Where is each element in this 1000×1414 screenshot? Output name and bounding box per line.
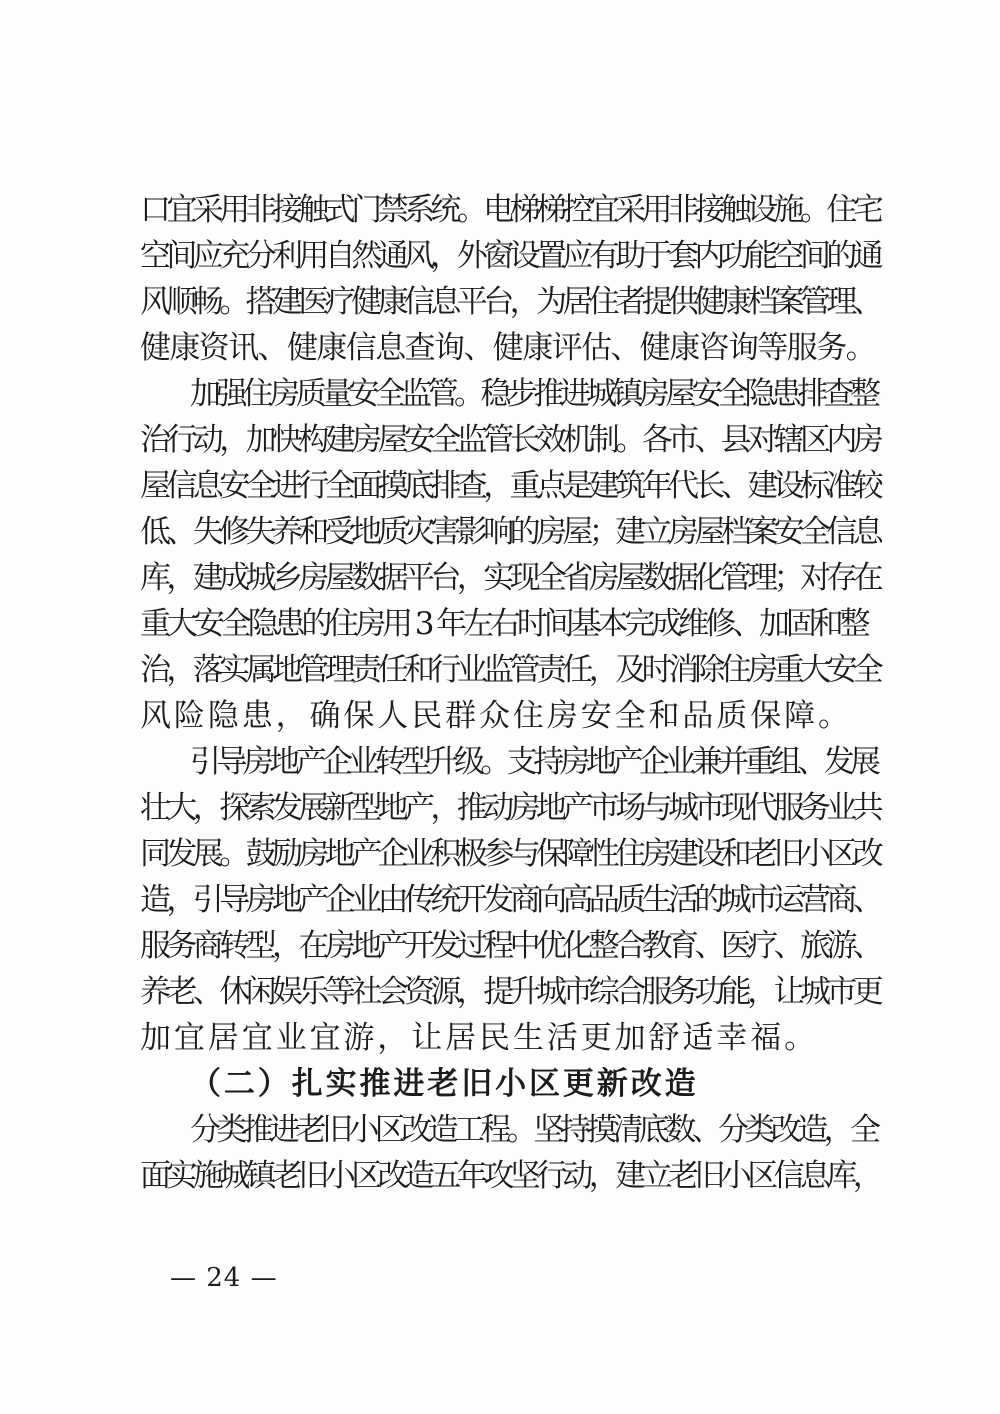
text-line: 服务商转型，在房地产开发过程中优化整合教育、医疗、旅游、 bbox=[140, 928, 880, 964]
paragraph-lead-line: 加强住房质量安全监管。稳步推进城镇房屋安全隐患排查整 bbox=[190, 376, 877, 412]
text-line: 屋信息安全进行全面摸底排查，重点是建筑年代长、建设标准较 bbox=[140, 468, 880, 504]
text-line: 风险隐患，确保人民群众住房安全和品质保障。 bbox=[140, 698, 852, 734]
text-line: 面实施城镇老旧小区改造五年攻坚行动，建立老旧小区信息库， bbox=[140, 1158, 880, 1194]
paragraph-lead-line: 分类推进老旧小区改造工程。坚持摸清底数、分类改造，全 bbox=[190, 1112, 877, 1148]
text-line: 治行动，加快构建房屋安全监管长效机制。各市、县对辖区内房 bbox=[140, 422, 880, 458]
text-line: 重大安全隐患的住房用 3 年左右时间基本完成维修、加固和整 bbox=[140, 606, 867, 642]
text-line: 风顺畅。搭建医疗健康信息平台，为居住者提供健康档案管理、 bbox=[140, 284, 880, 320]
text-line: 壮大，探索发展新型地产，推动房地产市场与城市现代服务业共 bbox=[140, 790, 880, 826]
page-number: — 24 — bbox=[170, 1263, 278, 1293]
text-line: 加宜居宜业宜游，让居民生活更加舒适幸福。 bbox=[140, 1020, 818, 1056]
text-line: 低、失修失养和受地质灾害影响的房屋；建立房屋档案安全信息 bbox=[140, 514, 880, 550]
text-line: 口宜采用非接触式门禁系统。电梯梯控宜采用非接触设施。住宅 bbox=[140, 192, 880, 228]
text-line: 养老、休闲娱乐等社会资源，提升城市综合服务功能，让城市更 bbox=[140, 974, 880, 1010]
text-line: 健康资讯、健康信息查询、健康评估、健康咨询等服务。 bbox=[140, 330, 875, 366]
paragraph-lead-line: 引导房地产企业转型升级。支持房地产企业兼并重组、发展 bbox=[190, 744, 877, 780]
text-line: 同发展。鼓励房地产企业积极参与保障性住房建设和老旧小区改 bbox=[140, 836, 880, 872]
section-heading: （二）扎实推进老旧小区更新改造 bbox=[190, 1066, 699, 1102]
text-line: 库，建成城乡房屋数据平台，实现全省房屋数据化管理；对存在 bbox=[140, 560, 880, 596]
text-line: 空间应充分利用自然通风，外窗设置应有助于套内功能空间的通 bbox=[140, 238, 880, 274]
text-line: 造，引导房地产企业由传统开发商向高品质生活的城市运营商、 bbox=[140, 882, 880, 918]
text-line: 治，落实属地管理责任和行业监管责任，及时消除住房重大安全 bbox=[140, 652, 880, 688]
